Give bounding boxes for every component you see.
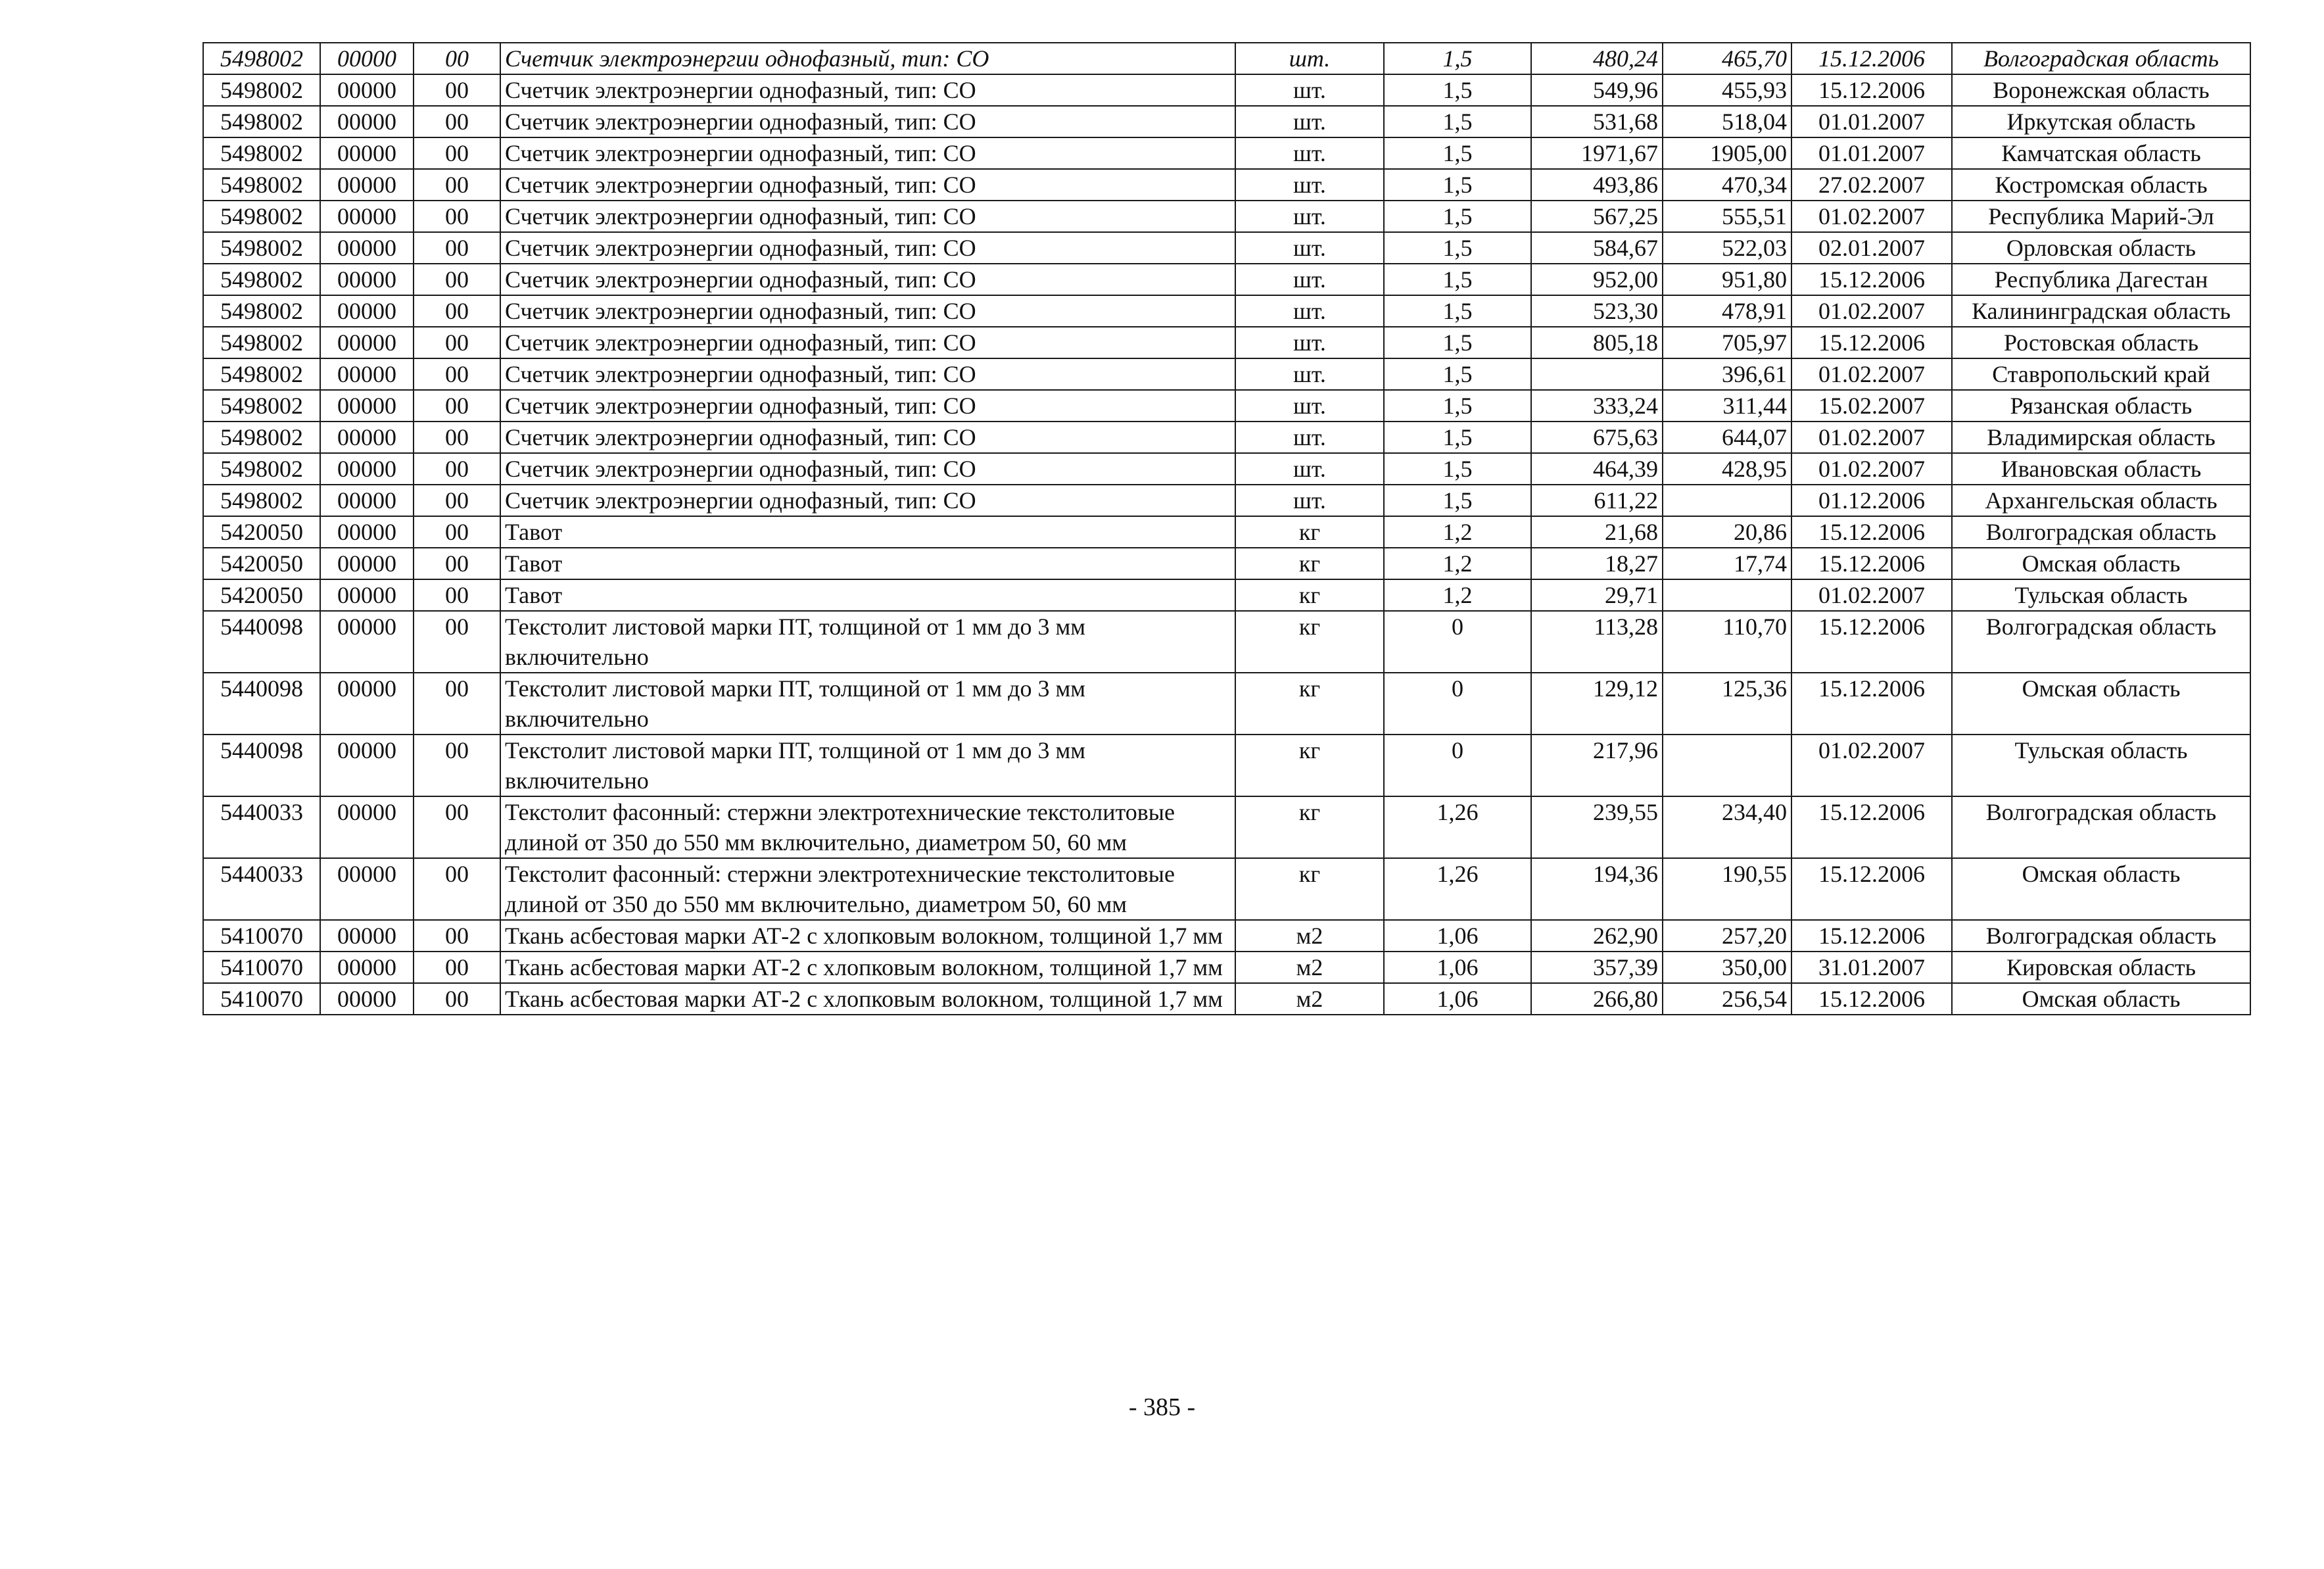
item-code-cell: 5498002: [203, 74, 320, 106]
coefficient-cell: 1,5: [1384, 358, 1531, 390]
unit-cell: шт.: [1235, 74, 1384, 106]
unit-cell: кг: [1235, 548, 1384, 579]
price-excl-cell: 951,80: [1663, 264, 1791, 295]
item-name-cell: Тавот: [500, 579, 1235, 611]
item-name-cell: Счетчик электроэнергии однофазный, тип: СО: [500, 106, 1235, 137]
sub-code-cell: 00000: [320, 983, 414, 1015]
date-cell: 01.02.2007: [1791, 422, 1952, 453]
coefficient-cell: 1,06: [1384, 920, 1531, 952]
item-code-cell: 5440033: [203, 796, 320, 858]
suffix-code-cell: 00: [414, 358, 500, 390]
coefficient-cell: 1,5: [1384, 264, 1531, 295]
region-cell: Кировская область: [1952, 952, 2250, 983]
date-cell: 15.12.2006: [1791, 796, 1952, 858]
unit-cell: кг: [1235, 735, 1384, 796]
item-code-cell: 5498002: [203, 422, 320, 453]
unit-cell: шт.: [1235, 422, 1384, 453]
item-name-cell: Текстолит листовой марки ПТ, толщиной от 1 мм до 3 мм включительно: [500, 673, 1235, 735]
unit-cell: шт.: [1235, 264, 1384, 295]
table-row: [203, 579, 2250, 611]
price-excl-cell: 428,95: [1663, 453, 1791, 485]
suffix-code-cell: 00: [414, 548, 500, 579]
sub-code-cell: 00000: [320, 611, 414, 673]
suffix-code-cell: 00: [414, 735, 500, 796]
price-excl-cell: 1905,00: [1663, 137, 1791, 169]
price-cell: 333,24: [1531, 390, 1663, 422]
coefficient-cell: 1,5: [1384, 137, 1531, 169]
sub-code-cell: 00000: [320, 295, 414, 327]
unit-cell: шт.: [1235, 137, 1384, 169]
item-name-cell: Счетчик электроэнергии однофазный, тип: СО: [500, 390, 1235, 422]
item-name-cell: Счетчик электроэнергии однофазный, тип: СО: [500, 232, 1235, 264]
sub-code-cell: 00000: [320, 74, 414, 106]
region-cell: Тульская область: [1952, 735, 2250, 796]
suffix-code-cell: 00: [414, 106, 500, 137]
price-cell: 480,24: [1531, 43, 1663, 74]
date-cell: 15.12.2006: [1791, 858, 1952, 920]
item-code-cell: 5498002: [203, 358, 320, 390]
item-name-cell: Счетчик электроэнергии однофазный, тип: СО: [500, 74, 1235, 106]
price-cell: 18,27: [1531, 548, 1663, 579]
item-name-cell: Счетчик электроэнергии однофазный, тип: СО: [500, 137, 1235, 169]
table-row: [203, 796, 2250, 858]
price-excl-cell: 555,51: [1663, 201, 1791, 232]
region-cell: Ростовская область: [1952, 327, 2250, 358]
item-code-cell: 5498002: [203, 106, 320, 137]
item-code-cell: 5410070: [203, 920, 320, 952]
price-cell: 611,22: [1531, 485, 1663, 516]
date-cell: 15.12.2006: [1791, 264, 1952, 295]
item-name-cell: Счетчик электроэнергии однофазный, тип: СО: [500, 169, 1235, 201]
item-code-cell: 5498002: [203, 201, 320, 232]
table-row: [203, 327, 2250, 358]
coefficient-cell: 1,2: [1384, 516, 1531, 548]
suffix-code-cell: 00: [414, 453, 500, 485]
coefficient-cell: 1,5: [1384, 485, 1531, 516]
price-excl-cell: 644,07: [1663, 422, 1791, 453]
table-row: [203, 858, 2250, 920]
table-row: [203, 43, 2250, 74]
item-name-cell: Счетчик электроэнергии однофазный, тип: СО: [500, 327, 1235, 358]
sub-code-cell: 00000: [320, 327, 414, 358]
suffix-code-cell: 00: [414, 422, 500, 453]
price-cell: 262,90: [1531, 920, 1663, 952]
item-code-cell: 5410070: [203, 983, 320, 1015]
price-cell: 217,96: [1531, 735, 1663, 796]
suffix-code-cell: 00: [414, 327, 500, 358]
suffix-code-cell: 00: [414, 137, 500, 169]
date-cell: 01.02.2007: [1791, 201, 1952, 232]
date-cell: 01.12.2006: [1791, 485, 1952, 516]
region-cell: Архангельская область: [1952, 485, 2250, 516]
date-cell: 15.12.2006: [1791, 43, 1952, 74]
suffix-code-cell: 00: [414, 43, 500, 74]
coefficient-cell: 1,5: [1384, 295, 1531, 327]
coefficient-cell: 1,5: [1384, 201, 1531, 232]
item-name-cell: Счетчик электроэнергии однофазный, тип: СО: [500, 43, 1235, 74]
price-cell: 493,86: [1531, 169, 1663, 201]
item-name-cell: Счетчик электроэнергии однофазный, тип: СО: [500, 485, 1235, 516]
item-name-cell: Счетчик электроэнергии однофазный, тип: СО: [500, 453, 1235, 485]
region-cell: Калининградская область: [1952, 295, 2250, 327]
region-cell: Волгоградская область: [1952, 516, 2250, 548]
price-cell: 523,30: [1531, 295, 1663, 327]
item-code-cell: 5420050: [203, 516, 320, 548]
region-cell: Иркутская область: [1952, 106, 2250, 137]
item-code-cell: 5498002: [203, 137, 320, 169]
price-excl-cell: 234,40: [1663, 796, 1791, 858]
item-name-cell: Ткань асбестовая марки АТ-2 с хлопковым волокном, толщиной 1,7 мм: [500, 983, 1235, 1015]
region-cell: Омская область: [1952, 548, 2250, 579]
item-code-cell: 5498002: [203, 485, 320, 516]
price-excl-cell: 518,04: [1663, 106, 1791, 137]
date-cell: 15.12.2006: [1791, 673, 1952, 735]
price-cell: 584,67: [1531, 232, 1663, 264]
item-name-cell: Текстолит фасонный: стержни электротехнические текстолитовые длиной от 350 до 550 мм включительно, диаметром 50, 60 мм: [500, 796, 1235, 858]
suffix-code-cell: 00: [414, 920, 500, 952]
item-name-cell: Счетчик электроэнергии однофазный, тип: СО: [500, 422, 1235, 453]
sub-code-cell: 00000: [320, 579, 414, 611]
suffix-code-cell: 00: [414, 295, 500, 327]
price-cell: 531,68: [1531, 106, 1663, 137]
region-cell: Волгоградская область: [1952, 611, 2250, 673]
sub-code-cell: 00000: [320, 201, 414, 232]
item-code-cell: 5498002: [203, 232, 320, 264]
price-cell: 129,12: [1531, 673, 1663, 735]
suffix-code-cell: 00: [414, 983, 500, 1015]
item-name-cell: Текстолит листовой марки ПТ, толщиной от 1 мм до 3 мм включительно: [500, 735, 1235, 796]
document-page: [202, 42, 2250, 1015]
coefficient-cell: 0: [1384, 611, 1531, 673]
suffix-code-cell: 00: [414, 796, 500, 858]
unit-cell: шт.: [1235, 232, 1384, 264]
price-table: [202, 42, 2251, 1015]
table-row: [203, 106, 2250, 137]
sub-code-cell: 00000: [320, 453, 414, 485]
region-cell: Волгоградская область: [1952, 796, 2250, 858]
table-row: [203, 611, 2250, 673]
sub-code-cell: 00000: [320, 796, 414, 858]
sub-code-cell: 00000: [320, 106, 414, 137]
table-row: [203, 983, 2250, 1015]
table-row: [203, 453, 2250, 485]
price-excl-cell: 125,36: [1663, 673, 1791, 735]
unit-cell: шт.: [1235, 201, 1384, 232]
coefficient-cell: 1,5: [1384, 390, 1531, 422]
coefficient-cell: 1,5: [1384, 453, 1531, 485]
item-name-cell: Счетчик электроэнергии однофазный, тип: СО: [500, 264, 1235, 295]
item-name-cell: Ткань асбестовая марки АТ-2 с хлопковым волокном, толщиной 1,7 мм: [500, 952, 1235, 983]
unit-cell: м2: [1235, 983, 1384, 1015]
page-number: - 385 -: [1128, 1393, 1196, 1421]
coefficient-cell: 1,2: [1384, 548, 1531, 579]
item-code-cell: 5420050: [203, 579, 320, 611]
date-cell: 01.01.2007: [1791, 106, 1952, 137]
sub-code-cell: 00000: [320, 673, 414, 735]
item-code-cell: 5440098: [203, 673, 320, 735]
item-code-cell: 5498002: [203, 264, 320, 295]
price-excl-cell: 455,93: [1663, 74, 1791, 106]
item-name-cell: Текстолит листовой марки ПТ, толщиной от 1 мм до 3 мм включительно: [500, 611, 1235, 673]
region-cell: Орловская область: [1952, 232, 2250, 264]
region-cell: Камчатская область: [1952, 137, 2250, 169]
suffix-code-cell: 00: [414, 611, 500, 673]
region-cell: Владимирская область: [1952, 422, 2250, 453]
sub-code-cell: 00000: [320, 858, 414, 920]
unit-cell: кг: [1235, 579, 1384, 611]
date-cell: 01.01.2007: [1791, 137, 1952, 169]
unit-cell: шт.: [1235, 485, 1384, 516]
price-cell: 21,68: [1531, 516, 1663, 548]
price-excl-cell: [1663, 735, 1791, 796]
item-name-cell: Счетчик электроэнергии однофазный, тип: СО: [500, 295, 1235, 327]
date-cell: 15.12.2006: [1791, 327, 1952, 358]
item-name-cell: Счетчик электроэнергии однофазный, тип: СО: [500, 358, 1235, 390]
item-code-cell: 5420050: [203, 548, 320, 579]
price-excl-cell: 478,91: [1663, 295, 1791, 327]
unit-cell: кг: [1235, 611, 1384, 673]
price-excl-cell: 522,03: [1663, 232, 1791, 264]
price-excl-cell: 396,61: [1663, 358, 1791, 390]
item-name-cell: Счетчик электроэнергии однофазный, тип: СО: [500, 201, 1235, 232]
unit-cell: кг: [1235, 673, 1384, 735]
price-cell: 239,55: [1531, 796, 1663, 858]
region-cell: Рязанская область: [1952, 390, 2250, 422]
table-row: [203, 422, 2250, 453]
region-cell: Омская область: [1952, 858, 2250, 920]
table-row: [203, 390, 2250, 422]
item-code-cell: 5498002: [203, 295, 320, 327]
price-cell: 266,80: [1531, 983, 1663, 1015]
unit-cell: м2: [1235, 952, 1384, 983]
item-name-cell: Тавот: [500, 516, 1235, 548]
sub-code-cell: 00000: [320, 137, 414, 169]
item-name-cell: Текстолит фасонный: стержни электротехнические текстолитовые длиной от 350 до 550 мм включительно, диаметром 50, 60 мм: [500, 858, 1235, 920]
table-body: [203, 43, 2250, 1015]
item-code-cell: 5498002: [203, 169, 320, 201]
price-cell: 194,36: [1531, 858, 1663, 920]
date-cell: 15.12.2006: [1791, 983, 1952, 1015]
item-code-cell: 5410070: [203, 952, 320, 983]
item-code-cell: 5440033: [203, 858, 320, 920]
price-cell: [1531, 358, 1663, 390]
table-row: [203, 358, 2250, 390]
coefficient-cell: 1,26: [1384, 858, 1531, 920]
region-cell: Костромская область: [1952, 169, 2250, 201]
suffix-code-cell: 00: [414, 74, 500, 106]
price-cell: 357,39: [1531, 952, 1663, 983]
coefficient-cell: 1,5: [1384, 422, 1531, 453]
table-row: [203, 201, 2250, 232]
date-cell: 01.02.2007: [1791, 453, 1952, 485]
price-cell: 805,18: [1531, 327, 1663, 358]
unit-cell: шт.: [1235, 43, 1384, 74]
price-cell: 549,96: [1531, 74, 1663, 106]
price-excl-cell: [1663, 485, 1791, 516]
suffix-code-cell: 00: [414, 952, 500, 983]
item-code-cell: 5498002: [203, 453, 320, 485]
region-cell: Ставропольский край: [1952, 358, 2250, 390]
unit-cell: кг: [1235, 858, 1384, 920]
table-row: [203, 548, 2250, 579]
item-code-cell: 5440098: [203, 611, 320, 673]
price-cell: 1971,67: [1531, 137, 1663, 169]
price-excl-cell: 190,55: [1663, 858, 1791, 920]
unit-cell: шт.: [1235, 106, 1384, 137]
sub-code-cell: 00000: [320, 920, 414, 952]
region-cell: Омская область: [1952, 673, 2250, 735]
price-cell: 464,39: [1531, 453, 1663, 485]
item-code-cell: 5498002: [203, 327, 320, 358]
price-excl-cell: 350,00: [1663, 952, 1791, 983]
unit-cell: шт.: [1235, 358, 1384, 390]
unit-cell: шт.: [1235, 169, 1384, 201]
date-cell: 01.02.2007: [1791, 358, 1952, 390]
sub-code-cell: 00000: [320, 516, 414, 548]
suffix-code-cell: 00: [414, 264, 500, 295]
region-cell: Омская область: [1952, 983, 2250, 1015]
suffix-code-cell: 00: [414, 673, 500, 735]
price-cell: 952,00: [1531, 264, 1663, 295]
coefficient-cell: 1,5: [1384, 43, 1531, 74]
table-row: [203, 952, 2250, 983]
coefficient-cell: 1,06: [1384, 952, 1531, 983]
price-cell: 675,63: [1531, 422, 1663, 453]
date-cell: 27.02.2007: [1791, 169, 1952, 201]
coefficient-cell: 0: [1384, 673, 1531, 735]
unit-cell: м2: [1235, 920, 1384, 952]
date-cell: 01.02.2007: [1791, 295, 1952, 327]
price-excl-cell: 17,74: [1663, 548, 1791, 579]
unit-cell: шт.: [1235, 453, 1384, 485]
sub-code-cell: 00000: [320, 358, 414, 390]
price-excl-cell: 256,54: [1663, 983, 1791, 1015]
date-cell: 01.02.2007: [1791, 579, 1952, 611]
suffix-code-cell: 00: [414, 390, 500, 422]
date-cell: 02.01.2007: [1791, 232, 1952, 264]
suffix-code-cell: 00: [414, 858, 500, 920]
coefficient-cell: 1,5: [1384, 169, 1531, 201]
coefficient-cell: 1,5: [1384, 74, 1531, 106]
price-cell: 113,28: [1531, 611, 1663, 673]
suffix-code-cell: 00: [414, 579, 500, 611]
unit-cell: кг: [1235, 516, 1384, 548]
coefficient-cell: 1,5: [1384, 232, 1531, 264]
suffix-code-cell: 00: [414, 169, 500, 201]
price-excl-cell: 257,20: [1663, 920, 1791, 952]
table-row: [203, 485, 2250, 516]
sub-code-cell: 00000: [320, 232, 414, 264]
item-name-cell: Тавот: [500, 548, 1235, 579]
price-cell: 567,25: [1531, 201, 1663, 232]
price-excl-cell: 311,44: [1663, 390, 1791, 422]
region-cell: Волгоградская область: [1952, 920, 2250, 952]
table-row: [203, 137, 2250, 169]
sub-code-cell: 00000: [320, 485, 414, 516]
coefficient-cell: 1,5: [1384, 106, 1531, 137]
coefficient-cell: 1,26: [1384, 796, 1531, 858]
region-cell: Республика Марий-Эл: [1952, 201, 2250, 232]
item-name-cell: Ткань асбестовая марки АТ-2 с хлопковым волокном, толщиной 1,7 мм: [500, 920, 1235, 952]
price-excl-cell: 110,70: [1663, 611, 1791, 673]
region-cell: Тульская область: [1952, 579, 2250, 611]
price-excl-cell: 705,97: [1663, 327, 1791, 358]
table-row: [203, 673, 2250, 735]
price-excl-cell: 465,70: [1663, 43, 1791, 74]
region-cell: Республика Дагестан: [1952, 264, 2250, 295]
table-row: [203, 295, 2250, 327]
table-row: [203, 232, 2250, 264]
sub-code-cell: 00000: [320, 735, 414, 796]
table-row: [203, 74, 2250, 106]
date-cell: 31.01.2007: [1791, 952, 1952, 983]
price-cell: 29,71: [1531, 579, 1663, 611]
sub-code-cell: 00000: [320, 169, 414, 201]
region-cell: Воронежская область: [1952, 74, 2250, 106]
suffix-code-cell: 00: [414, 201, 500, 232]
coefficient-cell: 1,2: [1384, 579, 1531, 611]
table-row: [203, 920, 2250, 952]
table-row: [203, 169, 2250, 201]
unit-cell: шт.: [1235, 295, 1384, 327]
coefficient-cell: 1,5: [1384, 327, 1531, 358]
price-excl-cell: [1663, 579, 1791, 611]
unit-cell: кг: [1235, 796, 1384, 858]
coefficient-cell: 0: [1384, 735, 1531, 796]
date-cell: 15.12.2006: [1791, 611, 1952, 673]
sub-code-cell: 00000: [320, 952, 414, 983]
price-excl-cell: 20,86: [1663, 516, 1791, 548]
sub-code-cell: 00000: [320, 43, 414, 74]
item-code-cell: 5498002: [203, 43, 320, 74]
table-row: [203, 735, 2250, 796]
sub-code-cell: 00000: [320, 264, 414, 295]
suffix-code-cell: 00: [414, 232, 500, 264]
item-code-cell: 5440098: [203, 735, 320, 796]
table-row: [203, 264, 2250, 295]
region-cell: Ивановская область: [1952, 453, 2250, 485]
date-cell: 15.12.2006: [1791, 548, 1952, 579]
unit-cell: шт.: [1235, 390, 1384, 422]
date-cell: 15.12.2006: [1791, 74, 1952, 106]
item-code-cell: 5498002: [203, 390, 320, 422]
sub-code-cell: 00000: [320, 422, 414, 453]
suffix-code-cell: 00: [414, 485, 500, 516]
coefficient-cell: 1,06: [1384, 983, 1531, 1015]
suffix-code-cell: 00: [414, 516, 500, 548]
sub-code-cell: 00000: [320, 390, 414, 422]
sub-code-cell: 00000: [320, 548, 414, 579]
date-cell: 15.12.2006: [1791, 516, 1952, 548]
region-cell: Волгоградская область: [1952, 43, 2250, 74]
date-cell: 15.12.2006: [1791, 920, 1952, 952]
date-cell: 15.02.2007: [1791, 390, 1952, 422]
unit-cell: шт.: [1235, 327, 1384, 358]
price-excl-cell: 470,34: [1663, 169, 1791, 201]
date-cell: 01.02.2007: [1791, 735, 1952, 796]
table-row: [203, 516, 2250, 548]
